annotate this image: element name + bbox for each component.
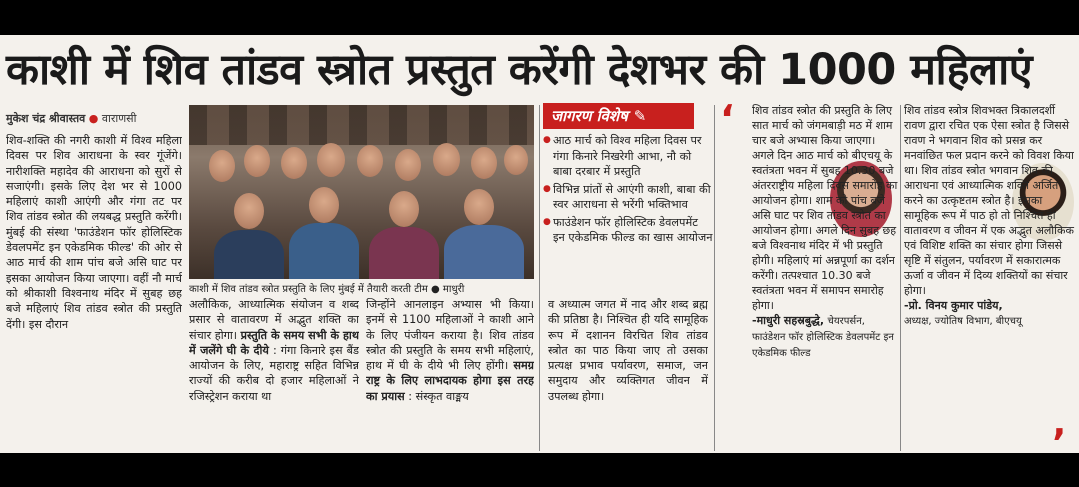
column-divider — [714, 105, 715, 451]
col2-subhead: प्रस्तुति के समय सभी के हाथ में जलेंगे घी के दीये — [189, 328, 359, 357]
close-quote-icon: ’ — [1052, 421, 1067, 453]
col3-text-a: जिन्होंने आनलाइन अभ्यास भी किया। इनमें से 1100 महिलाओं ने काशी आने के लिए पंजीयन कराया है। शिव तांडव स्त्रोत की प्रस्तुति के समय सभी महिलाएं, हाथ में घी के दीये भी लिए होंगी। — [366, 298, 534, 373]
col2-text-a: अलौकिक, आध्यात्मिक संयोजन व शब्द प्रसार से वातावरण में अद्भुत शक्ति का संचार होगा। — [189, 298, 359, 342]
person-face — [471, 147, 497, 179]
col4-text: व अध्यात्म जगत में नाद और शब्द ब्रह्म की प्रतिष्ठा है। निश्चित ही यदि सामूहिक रूप में दशानन विरचित शिव तांडव स्त्रोत का पाठ किया जाए तो उसका प्रत्यक्ष प्रभाव पर्यावरण, समाज, जन समुदाय और व्यक्तिगत जीवन में उपलब्ध होगा। — [548, 298, 708, 403]
quote1-role: चेयरपर्सन, — [827, 316, 865, 327]
person-face — [234, 193, 264, 229]
newspaper-page — [0, 35, 1079, 453]
quote-vinay — [904, 103, 1074, 451]
bullet-dot-icon: ● — [88, 112, 102, 125]
person-face — [357, 145, 383, 177]
photo-background-shelf — [189, 105, 534, 145]
team-photo — [189, 105, 534, 279]
article-column-4 — [548, 297, 708, 451]
column-divider — [900, 105, 901, 451]
column-divider — [539, 105, 540, 451]
article-column-3 — [366, 297, 534, 451]
person-face — [389, 191, 419, 227]
highlight-bullet: ● फाउंडेशन फॉर होलिस्टिक डेवलपमेंट इन एकेडमिक फील्ड का खास आयोजन — [543, 215, 713, 246]
person-body — [444, 225, 524, 279]
highlight-bullets — [543, 133, 713, 246]
person-face — [433, 143, 460, 176]
person-face — [317, 143, 345, 177]
highlight-bullet: ● आठ मार्च को विश्व महिला दिवस पर गंगा किनारे निखरेगी आभा, नौ को बाबा दरबार में प्रस्तुति — [543, 133, 713, 180]
quote1-name: -माधुरी सहस्रबुद्धे, — [752, 314, 825, 327]
caption-credit: माधुरी — [442, 284, 465, 295]
person-face — [209, 150, 235, 182]
person-face — [309, 187, 339, 223]
jagran-special-box — [543, 103, 713, 248]
byline-author: मुकेश चंद्र श्रीवास्तव — [6, 112, 86, 125]
person-body — [369, 227, 439, 279]
quote2-role: अध्यक्ष, ज्योतिष विभाग, बीएचयू — [904, 316, 1022, 327]
bullet-dot-icon: ● — [431, 284, 443, 295]
highlight-bullet: ● विभिन्न प्रांतों से आएंगी काशी, बाबा की स्वर आराधना से भरेंगी भक्तिभाव — [543, 182, 713, 213]
open-quote-icon: ‘ — [720, 97, 735, 141]
byline-place: वाराणसी — [101, 112, 137, 125]
col3-text-b: : संस्कृत वाङ्मय — [408, 389, 469, 403]
col1-text: शिव-शक्ति की नगरी काशी में विश्व महिला दिवस पर शिव आराधना के स्वर गूंजेंगे। नारीशक्ति महादेव की आराधना को सुरों से सजाएंगी। इसके लिए देश भर से 1000 महिलाएं काशी आएंगी और गंगा तट पर शिव तांडव स्त्रोत की लयबद्ध प्रस्तुति करेंगी। मुंबई की संस्था 'फाउंडेशन फॉर होलिस्टिक डेवलपमेंट इन एकेडमिक फील्ड' की ओर से आठ मार्च की शाम पांच बजे असि घाट पर इसका आयोजन किया जाएगा। वहीं नौ मार्च को श्रीकाशी विश्वनाथ मंदिर में सुबह छह बजे महिलाएं शिव तांडव स्त्रोत की प्रस्तुति देंगी। इस दौरान — [6, 134, 182, 331]
quote2-text: शिव तांडव स्त्रोत्र शिवभक्त त्रिकालदर्शी रावण द्वारा रचित एक ऐसा स्त्रोत है जिससे रावण ने भगवान शिव को प्रसन्न कर मनवांछित फल प्रदान करने को विवश किया था। शिव तांडव स्त्रोत भगवान शिव की आराधना एवं आध्यात्मिक शक्ति अर्जित करने का उत्कृष्टतम स्त्रोत है। इसका सामूहिक रूप में पाठ हो तो निश्चित ही वातावरण व जीवन में एक अद्भुत अलौकिक एवं विशिष्ट शक्ति का संचार होगा जिससे सृष्टि में संतुलन, पर्यावरण में सकारात्मक ऊर्जा व जीवन में दिव्य शक्तियों का संचार होगा। -प्रो. विनय कुमार पांडेय, अध्यक्ष, ज्योतिष विभाग, बीएचयू — [904, 104, 1074, 327]
quote1-text: शिव तांडव स्त्रोत की प्रस्तुति के लिए सात मार्च को जंगमबाड़ी मठ में शाम चार बजे अभ्यास किया जाएगा। अगले दिन आठ मार्च को बीएचयू के स्वतंत्रता भवन में सुबह 10.30 बजे अंतरराष्ट्रीय महिला दिवस समारोह का आयोजन होगा। शाम को पांच बजे असि घाट पर शिव तांडव स्त्रोत का आयोजन होगा। अगले दिन सुबह छह बजे विश्वनाथ मंदिर में भी प्रस्तुति होगी। महिलाएं मां अन्नपूर्णा का दर्शन करेंगी। तत्पश्चात 10.30 बजे स्वतंत्रता भवन में समापन समारोह होगा। -माधुरी सहस्रबुद्धे, चेयरपर्सन, फाउंडेशन फॉर होलिस्टिक डेवलपमेंट इन एकेडमिक फील्ड — [752, 104, 898, 359]
byline — [6, 111, 136, 126]
person-body — [214, 230, 284, 279]
caption-text: काशी में शिव तांडव स्त्रोत प्रस्तुति के लिए मुंबई में तैयारी करती टीम — [189, 284, 428, 295]
person-face — [504, 145, 528, 175]
headline: काशी में शिव तांडव स्त्रोत प्रस्तुत करेंगी देशभर की 1000 महिलाएं — [6, 45, 1033, 95]
person-face — [395, 149, 421, 181]
article-column-2 — [189, 297, 359, 451]
jagran-special-tag: जागरण विशेष ✎ — [543, 103, 694, 129]
quote2-name: -प्रो. विनय कुमार पांडेय, — [904, 299, 1003, 312]
quote-madhuri — [718, 97, 898, 451]
quote1-org: फाउंडेशन फॉर होलिस्टिक डेवलपमेंट इन एकेडमिक फील्ड — [752, 332, 894, 359]
person-face — [244, 145, 270, 177]
person-face — [281, 147, 307, 179]
photo-caption — [189, 281, 534, 295]
article-column-1 — [6, 133, 182, 451]
col3-subhead: समग्र राष्ट्र के लिए लाभदायक होगा इस तरह का प्रयास — [366, 359, 534, 403]
person-face — [464, 189, 494, 225]
col2-text-b: : गंगा किनारे इस बैंड आयोजन के लिए, महाराष्ट्र सहित विभिन्न राज्यों की करीब दो हजार महिलाओं ने रजिस्ट्रेशन कराया था — [189, 343, 359, 403]
pen-icon: ✎ — [633, 107, 647, 125]
person-body — [289, 223, 359, 279]
